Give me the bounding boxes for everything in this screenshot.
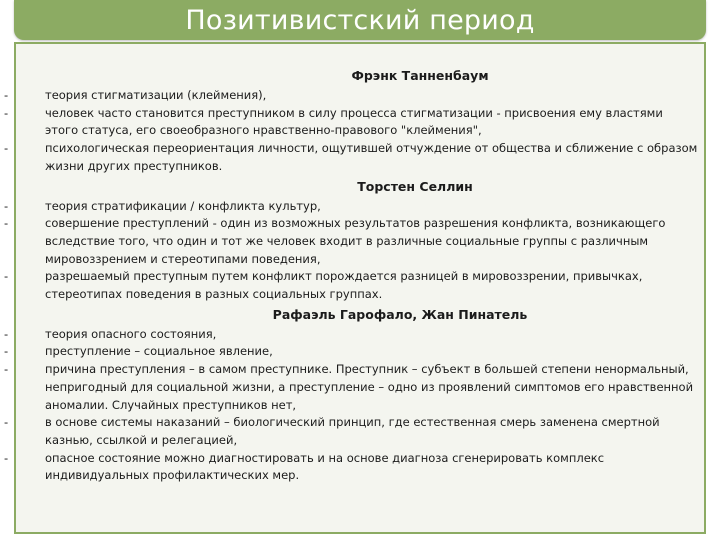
list-item-text: психологическая переориентация личности, ощутившей отчуждение от общества и сближение с образом жизни других преступников. <box>45 141 698 173</box>
bullet-dash: - <box>4 141 9 156</box>
list-item <box>4 414 704 449</box>
bullet-dash: - <box>4 105 9 120</box>
bullet-dash: - <box>4 344 9 359</box>
list-item-text: совершение преступлений - один из возможных результатов разрешения конфликта, возникающего вследствие того, что один и тот же человек входит в различные социальные группы с различным мировоззрением и стереотипами поведения, <box>45 216 666 266</box>
section-list-sellin <box>4 198 704 304</box>
list-item-text: опасное состояние можно диагностировать и на основе диагноза сгенерировать комплекс индивидуальных профилактических мер. <box>45 450 605 483</box>
list-item-text: теория стратификации / конфликта культур, <box>45 198 321 213</box>
list-item-text: теория стигматизации (клеймения), <box>45 88 267 102</box>
bullet-dash: - <box>4 88 9 102</box>
bullet-dash: - <box>4 450 9 465</box>
list-item <box>4 105 704 140</box>
bullet-dash: - <box>4 198 9 213</box>
bullet-dash: - <box>4 362 9 377</box>
section-list-tannenbaum <box>4 87 704 176</box>
section-list-garofalo-pinatel <box>4 326 704 485</box>
list-item <box>4 361 704 414</box>
list-item <box>4 450 704 485</box>
bullet-dash: - <box>4 216 9 231</box>
list-item <box>4 215 704 268</box>
list-item-text: теория опасного состояния, <box>45 326 217 341</box>
content-body <box>4 66 704 485</box>
section-heading-garofalo-pinatel: Рафаэль Гарофало, Жан Пинатель <box>272 306 528 322</box>
content-panel <box>4 42 706 534</box>
list-item-text: человек часто становится преступником в силу процесса стигматизации - присвоения ему властями этого статуса, его своеобразного нравственно-правового "клеймения", <box>45 105 663 138</box>
bullet-dash: - <box>4 415 9 430</box>
list-item <box>4 87 704 105</box>
bullet-dash: - <box>4 269 9 284</box>
section-heading-tannenbaum: Фрэнк Танненбаум <box>351 68 489 83</box>
list-item-text: разрешаемый преступным путем конфликт порождается разницей в мировоззрении, привычках, стереотипах поведения в разных социальных группах. <box>45 269 643 302</box>
list-item <box>4 198 704 216</box>
slide-title: Позитивистский период <box>185 4 535 36</box>
title-bar <box>14 0 706 40</box>
section-heading-sellin: Торстен Селлин <box>357 178 473 194</box>
list-item <box>4 140 704 175</box>
list-item-text: преступление – социальное явление, <box>45 344 273 359</box>
list-item-text: причина преступления – в самом преступнике. Преступник – субъект в большей степени ненормальный, непригодный для социальной жизни, а преступление – одно из проявлений симптомов его нравственной аномалии. Случайных преступников нет, <box>45 362 694 412</box>
list-item <box>4 268 704 303</box>
list-item <box>4 343 704 361</box>
list-item-text: в основе системы наказаний – биологический принцип, где естественная смерь заменена смертной казнью, ссылкой и релегацией, <box>45 415 660 447</box>
bullet-dash: - <box>4 326 9 341</box>
list-item <box>4 326 704 344</box>
